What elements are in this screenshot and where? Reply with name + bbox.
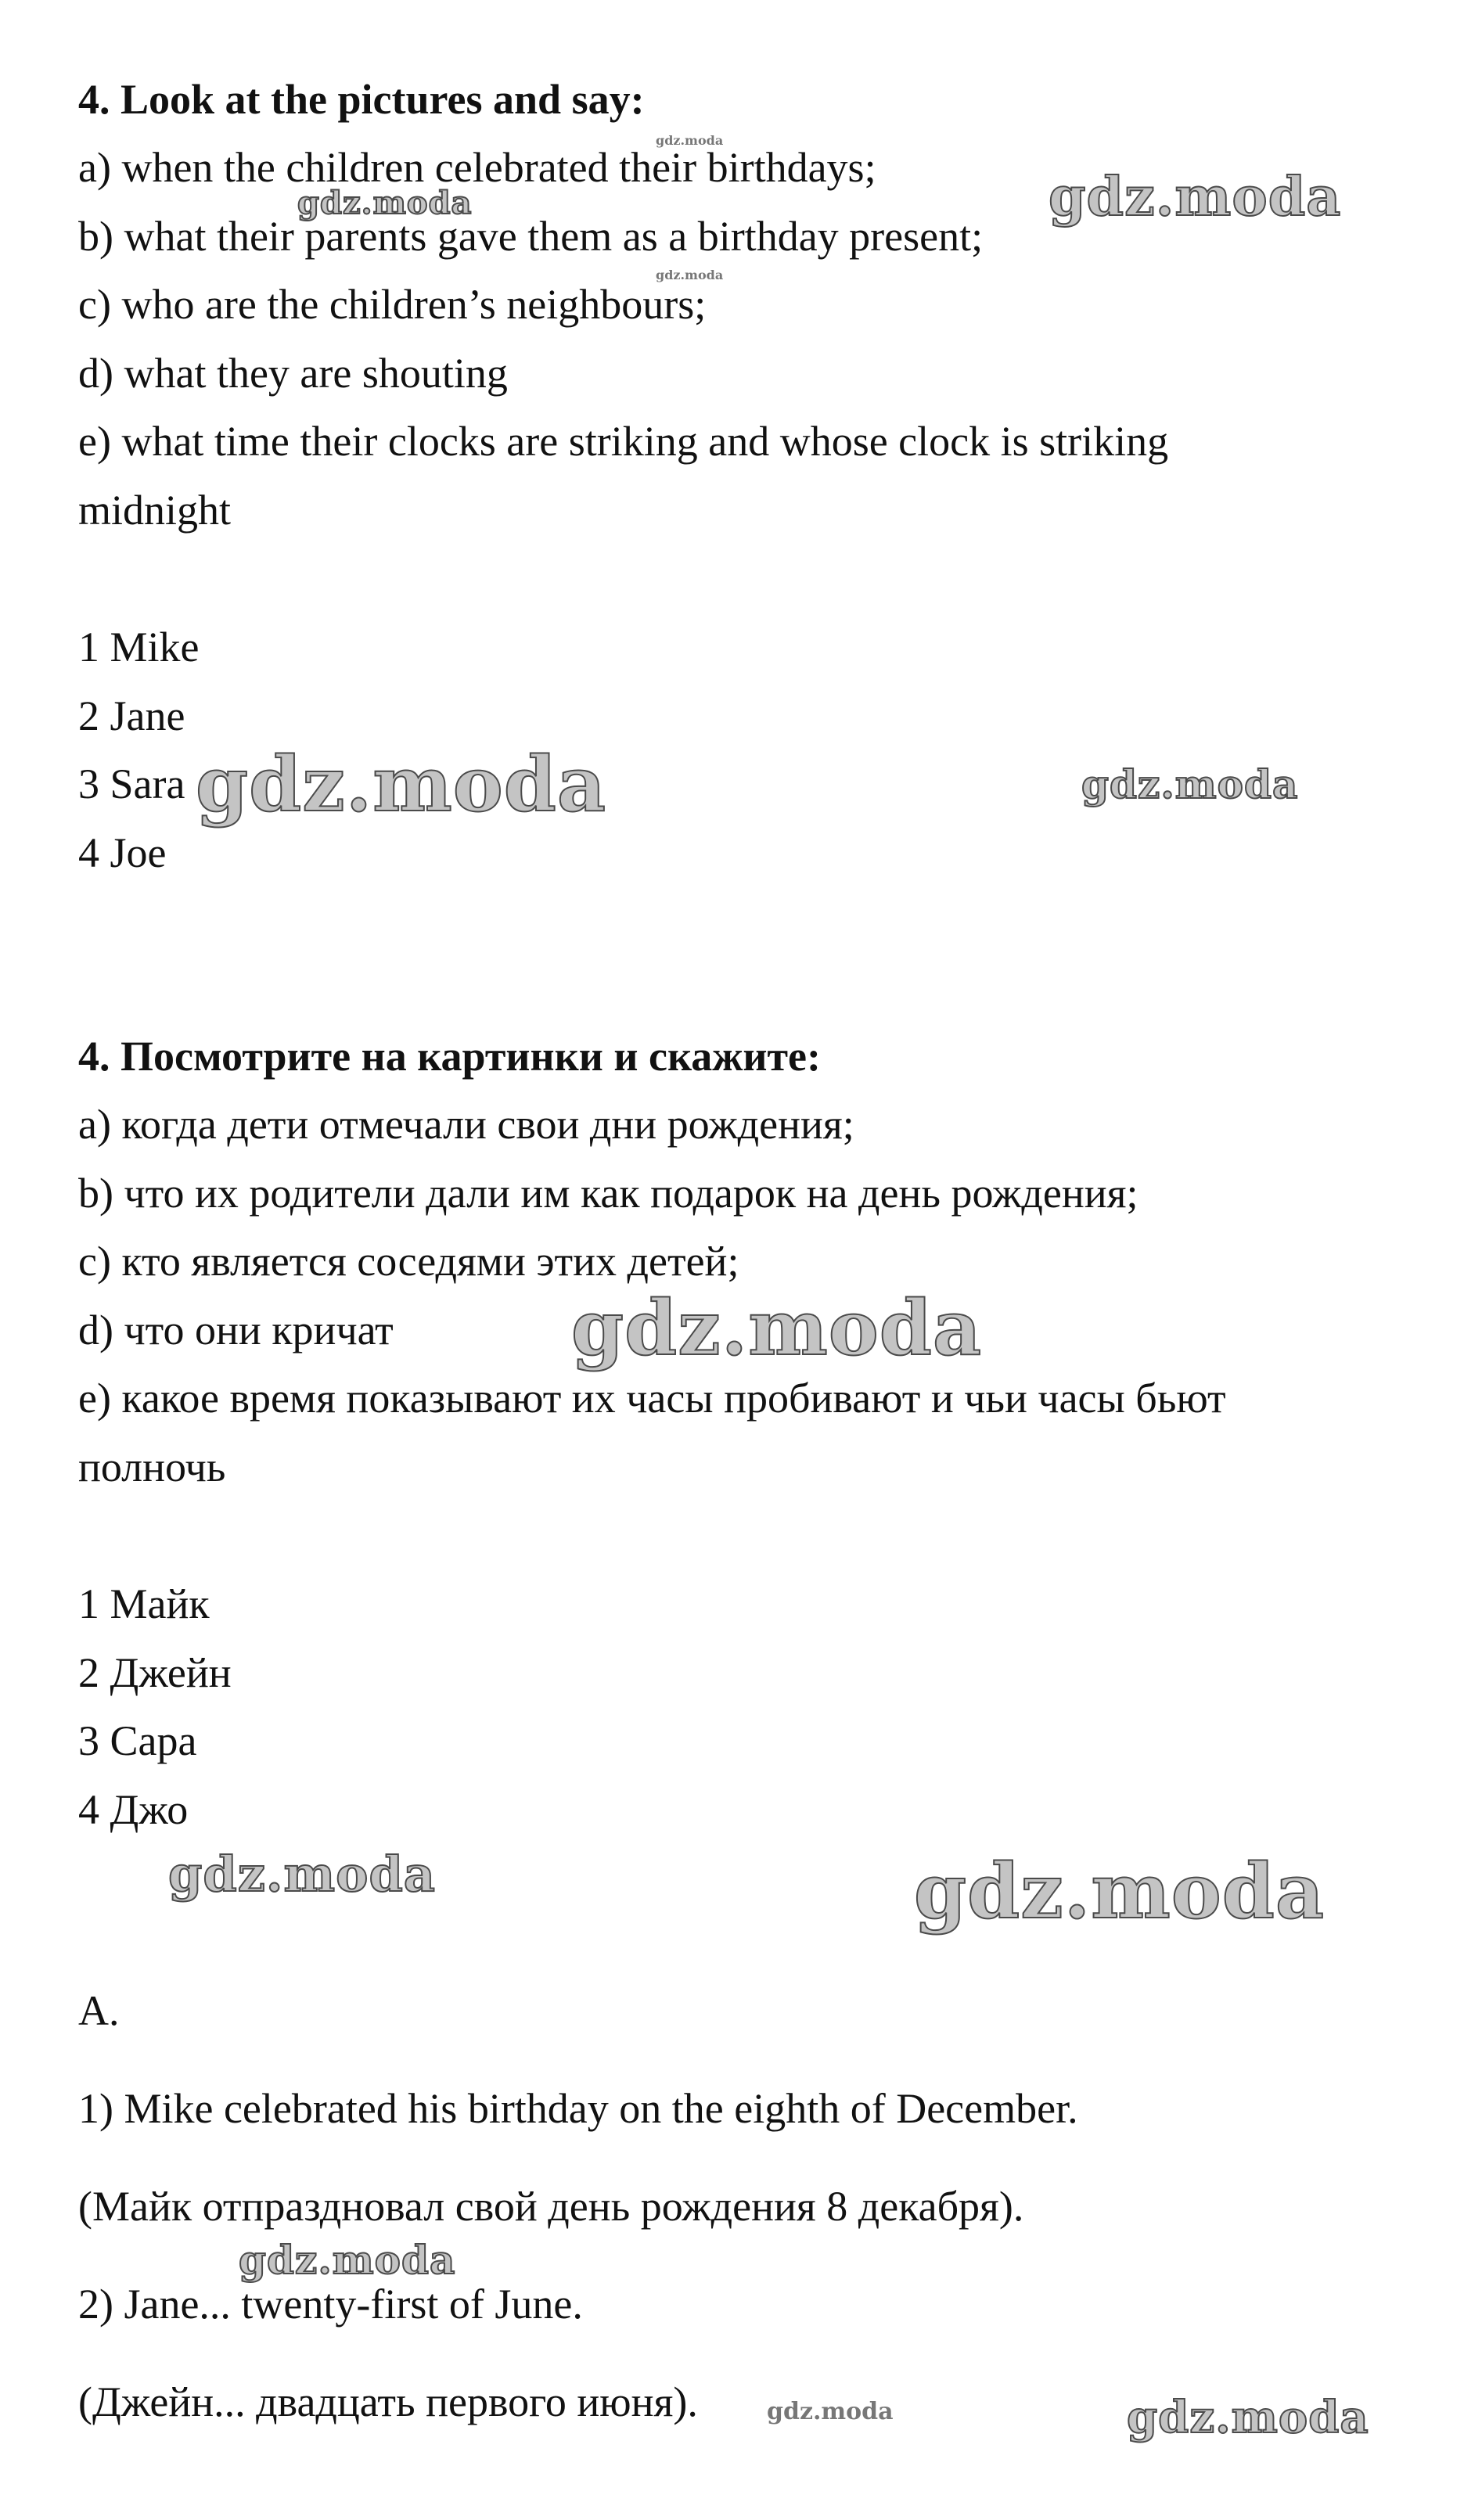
answer-translation: (Джейн... двадцать первого июня). xyxy=(78,2378,698,2425)
task-item-e: e) what time their clocks are striking and whose clock is striking xyxy=(78,418,1169,465)
task-item-c: c) who are the children’s neighbours; xyxy=(78,281,707,328)
task-item-b: b) what their parents gave them as a birthday present; xyxy=(78,213,984,260)
task-item-d: d) what they are shouting xyxy=(78,350,508,397)
watermark: gdz.moda xyxy=(297,185,473,221)
answer-line: 2) Jane... twenty-first of June. xyxy=(78,2281,583,2328)
task-item-b-ru: b) что их родители дали им как подарок на день рождения; xyxy=(78,1170,1138,1217)
watermark: gdz.moda xyxy=(656,268,724,282)
answer-translation: (Майк отпраздновал свой день рождения 8 декабря). xyxy=(78,2183,1024,2230)
watermark: gdz.moda xyxy=(168,1846,436,1903)
task-item-e-ru: e) какое время показывают их часы пробивают и чьи часы бьют xyxy=(78,1375,1226,1422)
task-item-c-ru: c) кто является соседями этих детей; xyxy=(78,1238,739,1285)
watermark: gdz.moda xyxy=(656,133,724,148)
task-heading-russian: 4. Посмотрите на картинки и скажите: xyxy=(78,1033,821,1080)
name-item: 2 Jane xyxy=(78,692,185,739)
watermark: gdz.moda xyxy=(1081,761,1299,807)
task-item-d-ru: d) что они кричат xyxy=(78,1307,394,1353)
watermark: gdz.moda xyxy=(914,1847,1326,1936)
name-item-ru: 2 Джейн xyxy=(78,1649,232,1696)
task-item-e-continued: midnight xyxy=(78,487,232,534)
name-item: 1 Mike xyxy=(78,624,200,670)
task-item-a-ru: a) когда дети отмечали свои дни рождения; xyxy=(78,1101,854,1148)
name-item-ru: 1 Майк xyxy=(78,1580,210,1627)
watermark: gdz.moda xyxy=(571,1284,983,1372)
watermark: gdz.moda xyxy=(239,2237,456,2283)
name-item: 4 Joe xyxy=(78,829,167,876)
watermark: gdz.moda xyxy=(196,740,607,829)
task-item-a: a) when the children celebrated their birthdays; xyxy=(78,144,876,191)
task-heading-english: 4. Look at the pictures and say: xyxy=(78,76,645,123)
watermark: gdz.moda xyxy=(1127,2392,1369,2443)
watermark: gdz.moda xyxy=(1049,166,1342,228)
answer-label: A. xyxy=(78,1987,120,2034)
name-item-ru: 3 Сара xyxy=(78,1717,197,1764)
name-item-ru: 4 Джо xyxy=(78,1786,189,1833)
name-item: 3 Sara xyxy=(78,760,185,807)
answer-line: 1) Mike celebrated his birthday on the eighth of December. xyxy=(78,2085,1078,2132)
watermark: gdz.moda xyxy=(767,2398,894,2425)
task-item-e-ru-continued: полночь xyxy=(78,1443,226,1490)
